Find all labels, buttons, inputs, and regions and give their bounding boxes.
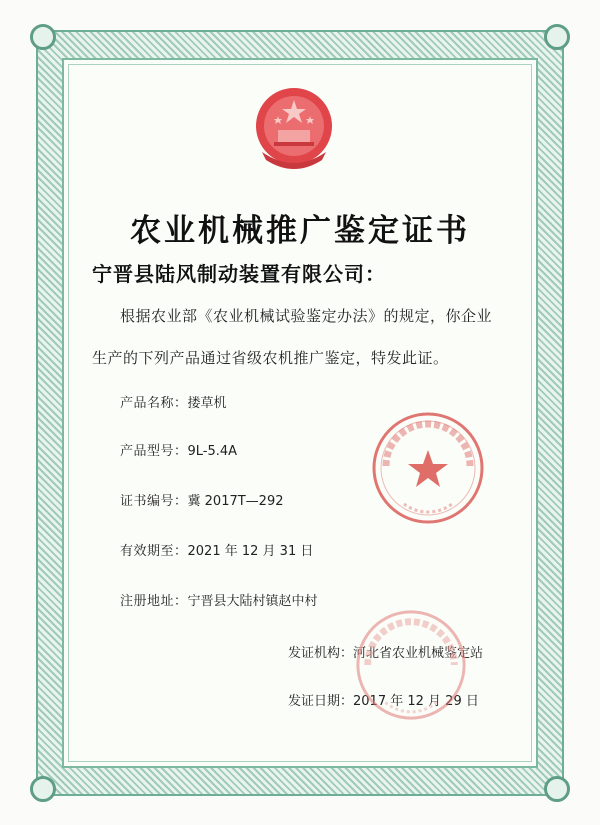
company-seal-stamp <box>368 408 488 528</box>
field-label: 产品型号： <box>120 444 188 459</box>
field-value: 冀 2017T—292 <box>187 494 284 509</box>
issue-date-value: 2017 年 12 月 29 日 <box>353 694 479 709</box>
field-label: 有效期至： <box>120 544 188 559</box>
field-value: 搂草机 <box>187 396 227 411</box>
corner-ornament <box>544 24 570 50</box>
body-text-line: 根据农业部《农业机械试验鉴定办法》的规定，你企业 <box>120 307 493 325</box>
issuer-value: 河北省农业机械鉴定站 <box>353 646 484 661</box>
field-value: 2021 年 12 月 31 日 <box>187 544 314 559</box>
field-label: 注册地址： <box>120 594 188 609</box>
national-emblem-icon <box>248 82 340 178</box>
field-product-name <box>120 392 227 411</box>
authority-seal-stamp <box>352 606 470 724</box>
body-text-line: 生产的下列产品通过省级农机推广鉴定，特发此证。 <box>92 349 449 367</box>
recipient-company: 宁晋县陆风制动装置有限公司： <box>92 262 386 286</box>
issuer-label: 发证机构： <box>288 646 354 661</box>
field-value: 宁晋县大陆村镇赵中村 <box>187 594 318 609</box>
certificate-title: 农业机械推广鉴定证书 <box>130 213 470 249</box>
field-value: 9L-5.4A <box>187 444 238 459</box>
field-registered-address <box>120 590 318 609</box>
field-label: 证书编号： <box>120 494 188 509</box>
field-valid-until <box>120 540 313 559</box>
field-product-model <box>120 440 237 459</box>
corner-ornament <box>544 776 570 802</box>
field-label: 产品名称： <box>120 396 188 411</box>
issue-date-label: 发证日期： <box>288 694 354 709</box>
corner-ornament <box>30 776 56 802</box>
corner-ornament <box>30 24 56 50</box>
field-certificate-number <box>120 490 284 509</box>
